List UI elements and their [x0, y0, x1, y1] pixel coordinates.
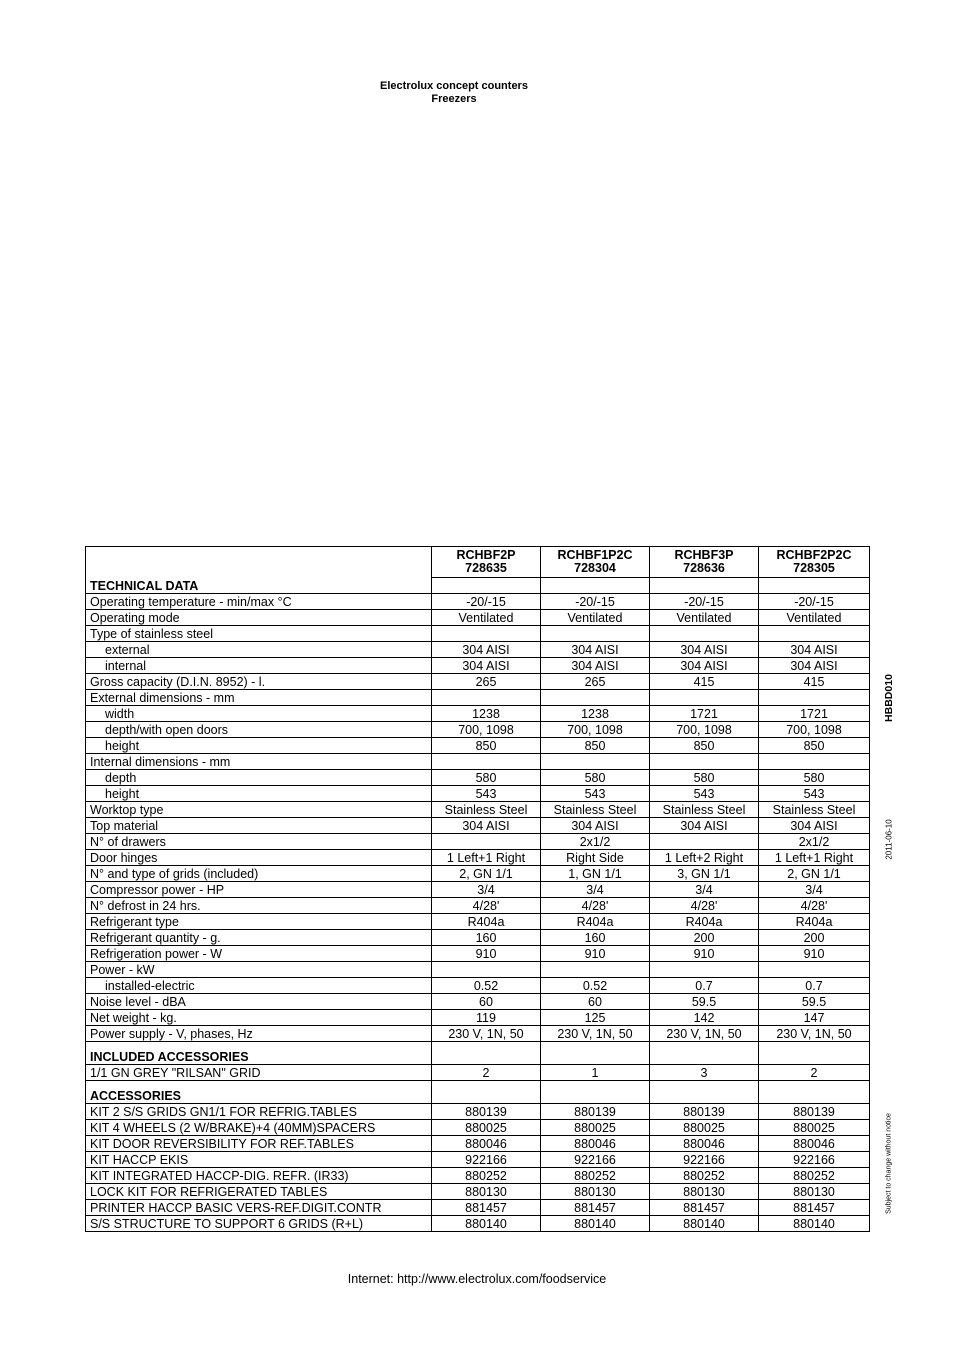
row-label: internal: [86, 658, 432, 674]
table-row: [86, 1026, 870, 1042]
row-label: LOCK KIT FOR REFRIGERATED TABLES: [86, 1184, 432, 1200]
value-cell: -20/-15: [650, 594, 759, 610]
document-date: 2011-06-10: [884, 819, 894, 860]
value-cell: 3/4: [432, 882, 541, 898]
value-cell: 880139: [541, 1104, 650, 1120]
value-cell: 580: [759, 770, 870, 786]
value-cell: 60: [432, 994, 541, 1010]
value-cell: 304 AISI: [541, 818, 650, 834]
row-label: Refrigeration power - W: [86, 946, 432, 962]
value-cell: 881457: [650, 1200, 759, 1216]
value-cell: [759, 626, 870, 642]
value-cell: 160: [432, 930, 541, 946]
value-cell: 881457: [432, 1200, 541, 1216]
row-label: Power supply - V, phases, Hz: [86, 1026, 432, 1042]
value-cell: 2: [432, 1065, 541, 1081]
table-row: [86, 882, 870, 898]
value-cell: 880025: [759, 1120, 870, 1136]
value-cell: R404a: [541, 914, 650, 930]
model-header-cell: RCHBF2P2C 728305: [759, 547, 870, 578]
table-row: [86, 818, 870, 834]
value-cell: 59.5: [650, 994, 759, 1010]
row-label: Internal dimensions - mm: [86, 754, 432, 770]
row-label: 1/1 GN GREY "RILSAN" GRID: [86, 1065, 432, 1081]
value-cell: [759, 962, 870, 978]
value-cell: 4/28': [650, 898, 759, 914]
table-row: [86, 1136, 870, 1152]
row-label: Worktop type: [86, 802, 432, 818]
value-cell: 700, 1098: [541, 722, 650, 738]
value-cell: [541, 626, 650, 642]
value-cell: 880046: [432, 1136, 541, 1152]
value-cell: 880252: [759, 1168, 870, 1184]
table-row: [86, 722, 870, 738]
value-cell: 880130: [541, 1184, 650, 1200]
row-label: KIT 4 WHEELS (2 W/BRAKE)+4 (40MM)SPACERS: [86, 1120, 432, 1136]
value-cell: 230 V, 1N, 50: [650, 1026, 759, 1042]
value-cell: -20/-15: [432, 594, 541, 610]
value-cell: 4/28': [432, 898, 541, 914]
value-cell: 543: [432, 786, 541, 802]
value-cell: 230 V, 1N, 50: [759, 1026, 870, 1042]
model-header-cell: RCHBF1P2C 728304: [541, 547, 650, 578]
value-cell: 200: [650, 930, 759, 946]
value-cell: 880140: [650, 1216, 759, 1232]
table-row: [86, 1200, 870, 1216]
model-header-row: [86, 547, 870, 578]
value-cell: 147: [759, 1010, 870, 1026]
row-label: S/S STRUCTURE TO SUPPORT 6 GRIDS (R+L): [86, 1216, 432, 1232]
technical-data-heading: TECHNICAL DATA: [86, 578, 432, 594]
empty-cell: [650, 578, 759, 594]
value-cell: 922166: [759, 1152, 870, 1168]
value-cell: 304 AISI: [432, 658, 541, 674]
value-cell: [541, 690, 650, 706]
table-row: [86, 658, 870, 674]
value-cell: 580: [432, 770, 541, 786]
value-cell: 304 AISI: [541, 642, 650, 658]
value-cell: 880025: [541, 1120, 650, 1136]
value-cell: Stainless Steel: [650, 802, 759, 818]
value-cell: 700, 1098: [650, 722, 759, 738]
table-row: [86, 738, 870, 754]
value-cell: 2, GN 1/1: [432, 866, 541, 882]
value-cell: 1721: [650, 706, 759, 722]
table-row: [86, 706, 870, 722]
value-cell: 543: [759, 786, 870, 802]
row-label: KIT DOOR REVERSIBILITY FOR REF.TABLES: [86, 1136, 432, 1152]
value-cell: 2x1/2: [541, 834, 650, 850]
row-label: Noise level - dBA: [86, 994, 432, 1010]
table-row: [86, 930, 870, 946]
value-cell: 1238: [541, 706, 650, 722]
value-cell: 1: [541, 1065, 650, 1081]
table-row: [86, 866, 870, 882]
value-cell: 700, 1098: [432, 722, 541, 738]
row-label: Gross capacity (D.I.N. 8952) - l.: [86, 674, 432, 690]
value-cell: 415: [759, 674, 870, 690]
value-cell: 200: [759, 930, 870, 946]
table-row: [86, 1168, 870, 1184]
value-cell: 230 V, 1N, 50: [432, 1026, 541, 1042]
row-label: Operating mode: [86, 610, 432, 626]
value-cell: 0.52: [432, 978, 541, 994]
table-row: [86, 770, 870, 786]
value-cell: 922166: [650, 1152, 759, 1168]
value-cell: 304 AISI: [432, 818, 541, 834]
value-cell: 910: [432, 946, 541, 962]
value-cell: 60: [541, 994, 650, 1010]
value-cell: [759, 690, 870, 706]
value-cell: 2: [759, 1065, 870, 1081]
value-cell: 304 AISI: [759, 658, 870, 674]
table-row: [86, 850, 870, 866]
model-header-cell: RCHBF2P 728635: [432, 547, 541, 578]
row-label: N° defrost in 24 hrs.: [86, 898, 432, 914]
value-cell: R404a: [432, 914, 541, 930]
value-cell: 850: [541, 738, 650, 754]
value-cell: [432, 834, 541, 850]
value-cell: 1, GN 1/1: [541, 866, 650, 882]
value-cell: 1238: [432, 706, 541, 722]
table-row: [86, 978, 870, 994]
row-label: Operating temperature - min/max °C: [86, 594, 432, 610]
value-cell: Right Side: [541, 850, 650, 866]
table-row: [86, 834, 870, 850]
value-cell: 1721: [759, 706, 870, 722]
value-cell: 304 AISI: [650, 818, 759, 834]
value-cell: [541, 962, 650, 978]
value-cell: 304 AISI: [541, 658, 650, 674]
value-cell: 880130: [432, 1184, 541, 1200]
row-label: Compressor power - HP: [86, 882, 432, 898]
row-label: Top material: [86, 818, 432, 834]
row-label: depth: [86, 770, 432, 786]
value-cell: [650, 754, 759, 770]
value-cell: [432, 626, 541, 642]
table-row: [86, 754, 870, 770]
value-cell: 580: [541, 770, 650, 786]
value-cell: 880046: [650, 1136, 759, 1152]
row-label: depth/with open doors: [86, 722, 432, 738]
row-label: Type of stainless steel: [86, 626, 432, 642]
empty-cell: [650, 1042, 759, 1065]
value-cell: 880139: [759, 1104, 870, 1120]
value-cell: 230 V, 1N, 50: [541, 1026, 650, 1042]
table-row: [86, 674, 870, 690]
value-cell: 160: [541, 930, 650, 946]
value-cell: 580: [650, 770, 759, 786]
value-cell: 880139: [432, 1104, 541, 1120]
table-row: [86, 1184, 870, 1200]
value-cell: [541, 754, 650, 770]
table-row: [86, 690, 870, 706]
section-heading: ACCESSORIES: [86, 1081, 432, 1104]
empty-cell: [541, 578, 650, 594]
value-cell: 1 Left+1 Right: [759, 850, 870, 866]
value-cell: R404a: [759, 914, 870, 930]
table-row: [86, 610, 870, 626]
row-label: N° of drawers: [86, 834, 432, 850]
value-cell: 3: [650, 1065, 759, 1081]
table-row: [86, 962, 870, 978]
model-header-blank: [86, 547, 432, 578]
value-cell: 922166: [541, 1152, 650, 1168]
value-cell: 2, GN 1/1: [759, 866, 870, 882]
value-cell: 119: [432, 1010, 541, 1026]
value-cell: 142: [650, 1010, 759, 1026]
value-cell: 265: [432, 674, 541, 690]
row-label: Net weight - kg.: [86, 1010, 432, 1026]
value-cell: 0.52: [541, 978, 650, 994]
value-cell: 4/28': [541, 898, 650, 914]
value-cell: 880252: [541, 1168, 650, 1184]
value-cell: 265: [541, 674, 650, 690]
value-cell: [650, 626, 759, 642]
empty-cell: [650, 1081, 759, 1104]
row-label: KIT 2 S/S GRIDS GN1/1 FOR REFRIG.TABLES: [86, 1104, 432, 1120]
value-cell: 304 AISI: [759, 642, 870, 658]
table-row: [86, 786, 870, 802]
technical-data-heading-row: [86, 578, 870, 594]
value-cell: Stainless Steel: [541, 802, 650, 818]
empty-cell: [759, 1081, 870, 1104]
table-row: [86, 626, 870, 642]
value-cell: 910: [759, 946, 870, 962]
value-cell: Ventilated: [650, 610, 759, 626]
value-cell: 415: [650, 674, 759, 690]
value-cell: [650, 690, 759, 706]
row-label: Refrigerant quantity - g.: [86, 930, 432, 946]
value-cell: 880025: [650, 1120, 759, 1136]
value-cell: 881457: [759, 1200, 870, 1216]
value-cell: 3/4: [650, 882, 759, 898]
value-cell: 850: [759, 738, 870, 754]
table-row: [86, 642, 870, 658]
row-label: external: [86, 642, 432, 658]
empty-cell: [432, 578, 541, 594]
value-cell: 3/4: [759, 882, 870, 898]
value-cell: 700, 1098: [759, 722, 870, 738]
value-cell: [650, 962, 759, 978]
value-cell: Ventilated: [759, 610, 870, 626]
document-header: [0, 80, 908, 106]
value-cell: 0.7: [650, 978, 759, 994]
value-cell: [759, 754, 870, 770]
table-row: [86, 1152, 870, 1168]
value-cell: 880252: [432, 1168, 541, 1184]
row-label: height: [86, 738, 432, 754]
empty-cell: [432, 1081, 541, 1104]
empty-cell: [541, 1081, 650, 1104]
value-cell: 543: [541, 786, 650, 802]
value-cell: [650, 834, 759, 850]
document-title: Electrolux concept counters: [380, 80, 528, 92]
empty-cell: [759, 578, 870, 594]
value-cell: Ventilated: [541, 610, 650, 626]
value-cell: Ventilated: [432, 610, 541, 626]
row-label: Power - kW: [86, 962, 432, 978]
table-row: [86, 946, 870, 962]
value-cell: 910: [541, 946, 650, 962]
row-label: PRINTER HACCP BASIC VERS-REF.DIGIT.CONTR: [86, 1200, 432, 1216]
row-label: Door hinges: [86, 850, 432, 866]
section-heading-row: [86, 1042, 870, 1065]
value-cell: 880139: [650, 1104, 759, 1120]
table-row: [86, 1120, 870, 1136]
table-row: [86, 914, 870, 930]
row-label: height: [86, 786, 432, 802]
row-label: KIT INTEGRATED HACCP-DIG. REFR. (IR33): [86, 1168, 432, 1184]
value-cell: 2x1/2: [759, 834, 870, 850]
table-row: [86, 1065, 870, 1081]
value-cell: 880140: [432, 1216, 541, 1232]
value-cell: [432, 962, 541, 978]
value-cell: Stainless Steel: [432, 802, 541, 818]
value-cell: [432, 754, 541, 770]
table-row: [86, 1010, 870, 1026]
value-cell: 304 AISI: [432, 642, 541, 658]
value-cell: 850: [650, 738, 759, 754]
document-code: HBBD010: [883, 674, 895, 722]
value-cell: 880140: [541, 1216, 650, 1232]
section-heading: INCLUDED ACCESSORIES: [86, 1042, 432, 1065]
section-heading-row: [86, 1081, 870, 1104]
value-cell: 3/4: [541, 882, 650, 898]
row-label: width: [86, 706, 432, 722]
document-subtitle: Freezers: [431, 93, 477, 105]
value-cell: -20/-15: [541, 594, 650, 610]
row-label: KIT HACCP EKIS: [86, 1152, 432, 1168]
value-cell: 3, GN 1/1: [650, 866, 759, 882]
value-cell: -20/-15: [759, 594, 870, 610]
value-cell: 304 AISI: [650, 658, 759, 674]
technical-data-table: [85, 546, 870, 1232]
row-label: External dimensions - mm: [86, 690, 432, 706]
value-cell: 910: [650, 946, 759, 962]
table-row: [86, 802, 870, 818]
value-cell: 880130: [759, 1184, 870, 1200]
value-cell: [432, 690, 541, 706]
value-cell: 1 Left+2 Right: [650, 850, 759, 866]
table-row: [86, 1216, 870, 1232]
value-cell: 0.7: [759, 978, 870, 994]
value-cell: 880046: [759, 1136, 870, 1152]
value-cell: 880025: [432, 1120, 541, 1136]
value-cell: 125: [541, 1010, 650, 1026]
table-row: [86, 1104, 870, 1120]
value-cell: R404a: [650, 914, 759, 930]
row-label: Refrigerant type: [86, 914, 432, 930]
value-cell: 880046: [541, 1136, 650, 1152]
value-cell: 922166: [432, 1152, 541, 1168]
value-cell: 304 AISI: [759, 818, 870, 834]
value-cell: 850: [432, 738, 541, 754]
table-row: [86, 594, 870, 610]
table-row: [86, 994, 870, 1010]
value-cell: 543: [650, 786, 759, 802]
footer-url: Internet: http://www.electrolux.com/foodservice: [347, 1272, 607, 1286]
value-cell: 880140: [759, 1216, 870, 1232]
change-notice: Subject to change without notice: [885, 1113, 893, 1214]
value-cell: 4/28': [759, 898, 870, 914]
model-header-cell: RCHBF3P 728636: [650, 547, 759, 578]
value-cell: 1 Left+1 Right: [432, 850, 541, 866]
empty-cell: [541, 1042, 650, 1065]
value-cell: 59.5: [759, 994, 870, 1010]
value-cell: Stainless Steel: [759, 802, 870, 818]
table-row: [86, 898, 870, 914]
row-label: installed-electric: [86, 978, 432, 994]
value-cell: 880252: [650, 1168, 759, 1184]
empty-cell: [759, 1042, 870, 1065]
value-cell: 880130: [650, 1184, 759, 1200]
row-label: N° and type of grids (included): [86, 866, 432, 882]
value-cell: 304 AISI: [650, 642, 759, 658]
empty-cell: [432, 1042, 541, 1065]
value-cell: 881457: [541, 1200, 650, 1216]
